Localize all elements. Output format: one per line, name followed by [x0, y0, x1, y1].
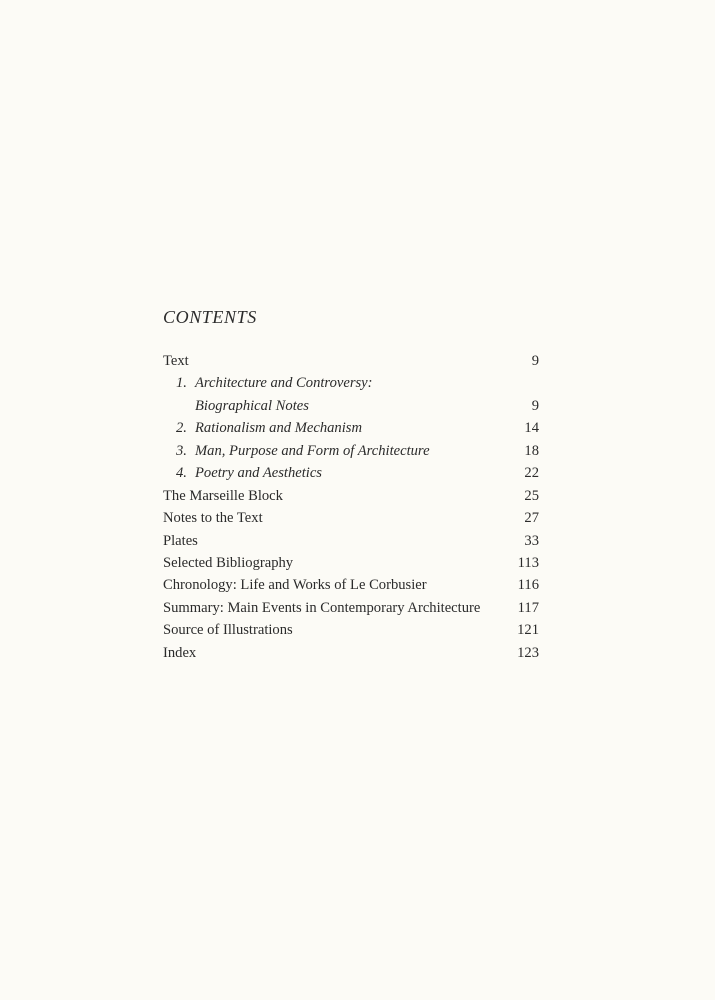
toc-entry-page: 9 [531, 353, 539, 369]
toc-entry-text [163, 350, 539, 372]
toc-entry-page: 33 [524, 532, 539, 549]
toc-entry-number: 1. [176, 375, 187, 392]
toc-entry-label: Source of Illustrations [163, 622, 293, 639]
toc-entry-page: 121 [517, 622, 539, 639]
toc-entry-label: Rationalism and Mechanism [195, 420, 363, 437]
toc-entry-page: 25 [524, 487, 539, 504]
toc-entry-poetry-and-aesthetics [163, 462, 539, 484]
toc-entry-label: Notes to the Text [163, 510, 263, 527]
toc-entry-page: 9 [531, 397, 539, 414]
toc-entry-label: Man, Purpose and Form of Architecture [195, 442, 430, 459]
toc-entry-biographical-notes [163, 395, 539, 417]
toc-entry-source-of-illustrations [163, 619, 539, 641]
toc-entry-rationalism-and-mechanism [163, 417, 539, 439]
toc-entry-index [163, 642, 539, 664]
toc-entry-man-purpose-and-form [163, 440, 539, 462]
toc-entry-page: 18 [524, 442, 539, 459]
toc-entry-label: Plates [163, 532, 198, 549]
contents-heading: CONTENTS [163, 307, 257, 327]
toc-entry-plates [163, 530, 539, 552]
toc-entry-label: Index [163, 644, 197, 661]
toc-entry-label: Poetry and Aesthetics [195, 465, 322, 482]
toc-entry-page: 27 [524, 510, 539, 527]
toc-entry-number: 4. [176, 465, 187, 482]
toc-entry-selected-bibliography [163, 552, 539, 574]
table-of-contents [163, 350, 539, 664]
toc-entry-chronology [163, 574, 539, 596]
toc-entry-label: Selected Bibliography [163, 554, 294, 571]
toc-entry-label: Architecture and Controversy: [195, 375, 373, 392]
toc-entry-label: The Marseille Block [163, 487, 283, 504]
toc-entry-label: Biographical Notes [195, 397, 309, 414]
toc-entry-marseille-block [163, 485, 539, 507]
toc-entry-label: Chronology: Life and Works of Le Corbusier [163, 577, 427, 594]
toc-entry-page: 123 [517, 644, 539, 661]
toc-entry-number: 3. [176, 442, 187, 459]
toc-entry-page: 117 [517, 599, 539, 616]
toc-entry-label: Text [163, 353, 189, 369]
toc-entry-label: Summary: Main Events in Contemporary Architecture [163, 599, 481, 616]
toc-entry-number: 2. [176, 420, 187, 437]
toc-entry-page: 22 [524, 465, 539, 482]
toc-entry-notes-to-the-text [163, 507, 539, 529]
toc-entry-page: 113 [517, 554, 539, 571]
toc-entry-page: 116 [517, 577, 539, 594]
toc-entry-summary [163, 597, 539, 619]
toc-entry-page: 14 [524, 420, 539, 437]
toc-entry-architecture-and-controversy [163, 372, 539, 394]
